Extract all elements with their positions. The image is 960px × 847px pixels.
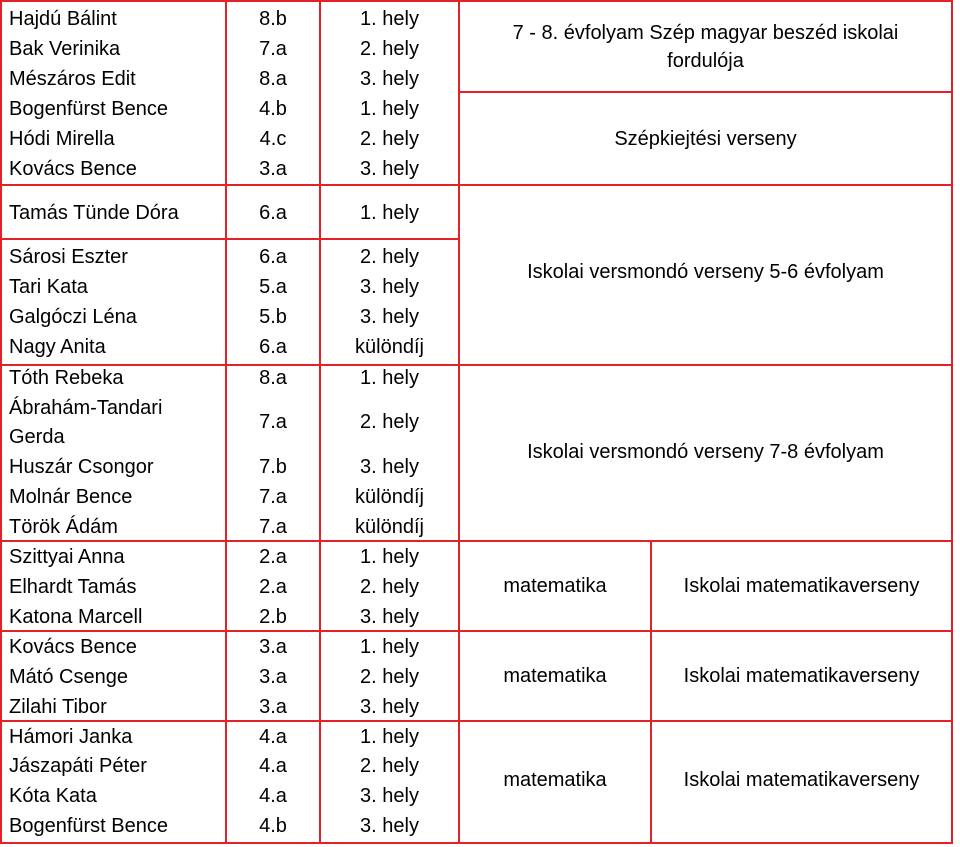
student-name: Molnár Bence — [9, 486, 133, 508]
student-class: 5.b — [259, 306, 287, 328]
student-class: 6.a — [259, 336, 287, 358]
student-name: Kóta Kata — [9, 785, 97, 807]
event-recitation-78: Iskolai versmondó verseny 7-8 évfolyam — [527, 441, 884, 463]
student-name: Hámori Janka — [9, 726, 133, 748]
student-name: Kovács Bence — [9, 158, 137, 180]
student-name: Tamás Tünde Dóra — [9, 202, 179, 224]
student-name: Ábrahám-Tandari — [9, 397, 163, 419]
student-place: 2. hely — [360, 38, 419, 60]
student-place: 3. hely — [360, 785, 419, 807]
student-name: Elhardt Tamás — [9, 576, 137, 598]
student-class: 8.a — [259, 68, 287, 90]
student-class: 4.b — [259, 98, 287, 120]
student-place: különdíj — [355, 516, 424, 538]
student-place: 1. hely — [360, 636, 419, 658]
student-class: 3.a — [259, 636, 287, 658]
student-place: 3. hely — [360, 68, 419, 90]
student-class: 4.a — [259, 785, 287, 807]
student-place: 1. hely — [360, 8, 419, 30]
student-class: 7.a — [259, 411, 287, 433]
student-place: 3. hely — [360, 815, 419, 837]
student-name: Gerda — [9, 426, 65, 448]
student-class: 3.a — [259, 696, 287, 718]
student-place: különdíj — [355, 336, 424, 358]
student-place: 3. hely — [360, 696, 419, 718]
student-name: Galgóczi Léna — [9, 306, 137, 328]
student-place: 1. hely — [360, 202, 419, 224]
event-recitation-56: Iskolai versmondó verseny 5-6 évfolyam — [527, 261, 884, 283]
math-competition: Iskolai matematikaverseny — [683, 665, 920, 687]
student-name: Mészáros Edit — [9, 68, 136, 90]
student-class: 7.a — [259, 516, 287, 538]
student-place: 2. hely — [360, 128, 419, 150]
math-competition: Iskolai matematikaverseny — [683, 575, 920, 597]
student-name: Tari Kata — [9, 276, 88, 298]
student-place: 2. hely — [360, 666, 419, 688]
student-class: 4.c — [259, 128, 287, 150]
student-name: Hódi Mirella — [9, 128, 115, 150]
student-place: 2. hely — [360, 576, 419, 598]
student-class: 6.a — [259, 246, 287, 268]
student-place: 1. hely — [360, 367, 419, 389]
student-place: 1. hely — [360, 546, 419, 568]
student-name: Bogenfürst Bence — [9, 815, 168, 837]
event-calligraphy: Szépkiejtési verseny — [614, 128, 797, 150]
student-name: Kovács Bence — [9, 636, 137, 658]
student-name: Katona Marcell — [9, 606, 143, 628]
student-place: 3. hely — [360, 276, 419, 298]
student-place: 2. hely — [360, 411, 419, 433]
student-place: 3. hely — [360, 158, 419, 180]
student-name: Tóth Rebeka — [9, 367, 124, 389]
student-name: Török Ádám — [9, 516, 118, 538]
student-class: 3.a — [259, 158, 287, 180]
math-subject: matematika — [503, 665, 607, 687]
student-name: Bogenfürst Bence — [9, 98, 168, 120]
student-name: Nagy Anita — [9, 336, 106, 358]
event-speech-line1: 7 - 8. évfolyam Szép magyar beszéd iskolai — [512, 22, 899, 44]
student-place: 1. hely — [360, 726, 419, 748]
student-place: 3. hely — [360, 606, 419, 628]
event-speech-line2: fordulója — [667, 50, 744, 72]
student-name: Huszár Csongor — [9, 456, 154, 478]
event-cell-speech — [458, 0, 953, 93]
student-class: 7.b — [259, 456, 287, 478]
math-competition: Iskolai matematikaverseny — [683, 769, 920, 791]
student-class: 4.a — [259, 726, 287, 748]
student-name: Bak Verinika — [9, 38, 121, 60]
math-subject: matematika — [503, 575, 607, 597]
student-class: 8.b — [259, 8, 287, 30]
student-class: 7.a — [259, 38, 287, 60]
student-name: Sárosi Eszter — [9, 246, 128, 268]
student-place: 2. hely — [360, 755, 419, 777]
student-place: 1. hely — [360, 98, 419, 120]
math-subject: matematika — [503, 769, 607, 791]
student-class: 5.a — [259, 276, 287, 298]
student-class: 4.a — [259, 755, 287, 777]
student-class: 2.b — [259, 606, 287, 628]
student-name: Mátó Csenge — [9, 666, 128, 688]
student-class: 4.b — [259, 815, 287, 837]
student-place: 3. hely — [360, 456, 419, 478]
student-class: 2.a — [259, 576, 287, 598]
student-class: 3.a — [259, 666, 287, 688]
student-class: 7.a — [259, 486, 287, 508]
student-class: 6.a — [259, 202, 287, 224]
student-name: Hajdú Bálint — [9, 8, 117, 30]
student-name: Zilahi Tibor — [9, 696, 107, 718]
student-class: 2.a — [259, 546, 287, 568]
student-place: különdíj — [355, 486, 424, 508]
student-place: 3. hely — [360, 306, 419, 328]
student-class: 8.a — [259, 367, 287, 389]
student-name: Szittyai Anna — [9, 546, 125, 568]
student-name: Jászapáti Péter — [9, 755, 147, 777]
student-place: 2. hely — [360, 246, 419, 268]
